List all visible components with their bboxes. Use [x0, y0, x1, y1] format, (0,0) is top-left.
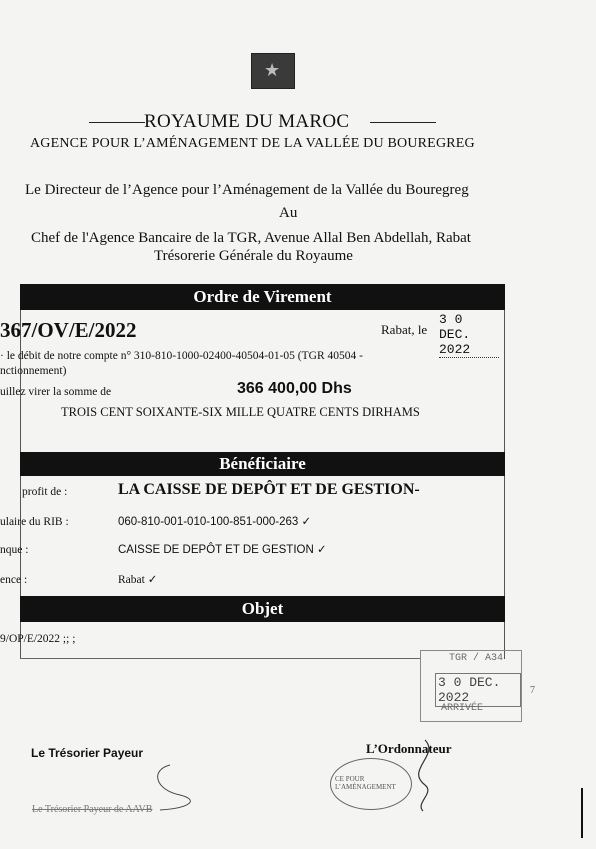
- stamp-side-mark: 7: [530, 685, 535, 696]
- edge-mark: [581, 788, 583, 838]
- ordonnateur-title: L’Ordonnateur: [366, 741, 452, 756]
- debit-line-2: nctionnement): [0, 365, 67, 377]
- agency-label: ence :: [0, 574, 28, 586]
- rib-label: ulaire du RIB :: [0, 516, 69, 528]
- recipient-line: Chef de l'Agence Bancaire de la TGR, Avenue Allal Ben Abdellah, Rabat: [31, 230, 471, 246]
- seal-text: CE POUR L’AMÉNAGEMENT: [335, 775, 396, 791]
- beneficiary-name: LA CAISSE DE DEPÔT ET DE GESTION-: [118, 481, 420, 498]
- arrival-stamp: [420, 650, 522, 722]
- order-date: 3 0 DEC. 2022: [439, 312, 499, 358]
- objet-text: 9/OP/E/2022 ;; ;: [0, 633, 76, 645]
- objet-title-bar: Objet: [20, 596, 505, 622]
- recipient-line-2: Trésorerie Générale du Royaume: [154, 248, 353, 264]
- beneficiary-label: profit de :: [22, 486, 68, 498]
- stamp-date: 3 0 DEC. 2022: [435, 673, 521, 707]
- rib-value: 060-810-001-010-100-851-000-263 ✓: [118, 516, 312, 528]
- order-amount: 366 400,00 Dhs: [237, 380, 352, 397]
- sender-line: Le Directeur de l’Agence pour l’Aménagement de la Vallée du Bouregreg: [25, 182, 469, 198]
- order-number: 367/OV/E/2022: [0, 318, 137, 342]
- crown-star-emblem: ★: [251, 53, 295, 89]
- agency-title: AGENCE POUR L’AMÉNAGEMENT DE LA VALLÉE DU BOUREGREG: [30, 136, 475, 151]
- treasurer-title: Le Trésorier Payeur: [31, 746, 144, 760]
- beneficiary-title-bar: Bénéficiaire: [20, 452, 505, 476]
- frame-bottom-border: [20, 658, 420, 659]
- order-title-bar: Ordre de Virement: [20, 284, 505, 310]
- agency-value: Rabat ✓: [118, 574, 158, 586]
- stamp-bottom-text: ARRIVÉE: [441, 703, 484, 714]
- treasurer-stamp: Le Trésorier Payeur de AAVB: [32, 804, 153, 815]
- kingdom-title: ROYAUME DU MAROC: [144, 111, 350, 132]
- stamp-top-text: TGR / A34: [449, 653, 504, 664]
- bank-value: CAISSE DE DEPÔT ET DE GESTION ✓: [118, 544, 327, 556]
- ordonnateur-signature: [395, 735, 455, 815]
- bank-label: nque :: [0, 544, 29, 556]
- debit-line-1: · le débit de notre compte n° 310-810-1000-02400-40504-01-05 (TGR 40504 -: [0, 350, 363, 362]
- order-place: Rabat, le: [381, 322, 428, 337]
- header-rule-right: [370, 122, 436, 123]
- au-line: Au: [279, 205, 298, 221]
- amount-in-words: TROIS CENT SOIXANTE-SIX MILLE QUATRE CENTS DIRHAMS: [61, 405, 420, 419]
- virer-label: uillez virer la somme de: [0, 386, 112, 398]
- header-rule-left: [89, 122, 145, 123]
